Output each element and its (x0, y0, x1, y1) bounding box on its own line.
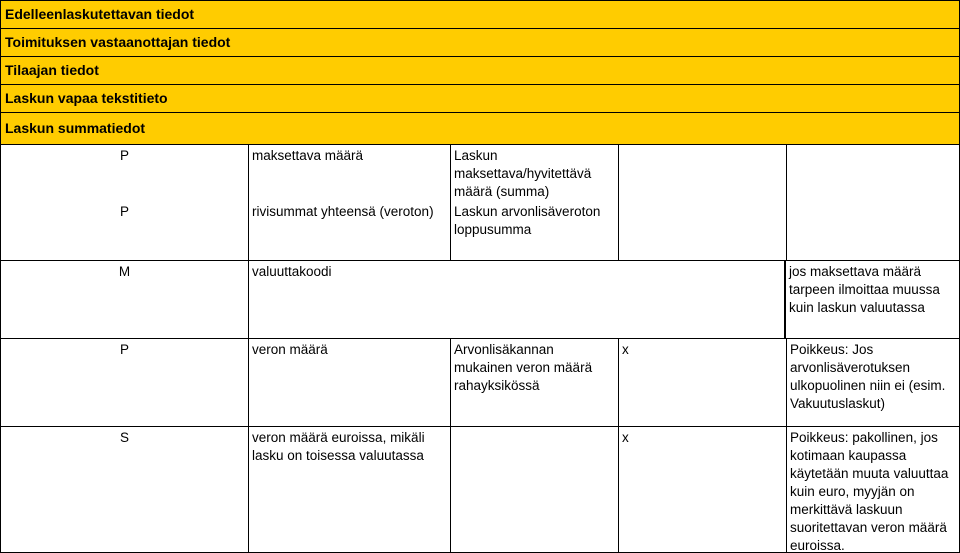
note-cell: Poikkeus: Jos arvonlisäverotuksen ulkopuolinen niin ei (esim. Vakuutuslaskut) (790, 342, 946, 411)
section-header[interactable]: Edelleenlaskutettavan tiedot (1, 1, 959, 29)
description-cell: Laskun arvonlisäveroton loppusumma (451, 201, 619, 260)
requirement-code-cell: P (1, 339, 249, 426)
requirement-code-cell: P (1, 145, 249, 201)
section-header[interactable]: Tilaajan tiedot (1, 57, 959, 85)
field-name-cell: veron määrä euroissa, mikäli lasku on toisessa valuutassa (249, 427, 451, 552)
table-row[interactable] (1, 201, 959, 261)
mark-cell (619, 145, 787, 201)
note-cell (787, 201, 959, 260)
mark-cell: x (619, 339, 787, 426)
field-name-cell: rivisummat yhteensä (veroton) (249, 201, 451, 260)
field-name-cell: veron määrä (249, 339, 451, 426)
field-name-cell: maksettava määrä (249, 145, 451, 201)
note-cell: Poikkeus: pakollinen, jos kotimaan kaupassa käytetään muuta valuuttaa kuin euro, myyjän on merkittävä laskuun suoritettavan veron määrä euroissa. (790, 430, 949, 553)
requirement-code-cell: M (1, 261, 249, 338)
section-header[interactable]: Laskun summatiedot (1, 113, 959, 145)
summary-table (1, 145, 959, 552)
mark-cell: x (619, 427, 787, 552)
mark-cell (619, 201, 787, 260)
field-name-cell: valuuttakoodi (249, 261, 785, 338)
description-cell: Arvonlisäkannan mukainen veron määrä rahayksikössä (451, 339, 619, 426)
section-header[interactable]: Toimituksen vastaanottajan tiedot (1, 29, 959, 57)
description-cell (451, 427, 619, 552)
table-row[interactable] (1, 145, 959, 201)
description-cell: Laskun maksettava/hyvitettävä määrä (summa) (451, 145, 619, 201)
requirement-code-cell: S (1, 427, 249, 552)
note-cell (787, 145, 959, 201)
table-row[interactable] (1, 261, 959, 339)
table-row[interactable] (1, 427, 959, 552)
table-row[interactable] (1, 339, 959, 427)
requirement-code-cell: P (1, 201, 249, 260)
section-header[interactable]: Laskun vapaa tekstitieto (1, 85, 959, 113)
note-cell: jos maksettava määrä tarpeen ilmoittaa muussa kuin laskun valuutassa (785, 261, 959, 338)
